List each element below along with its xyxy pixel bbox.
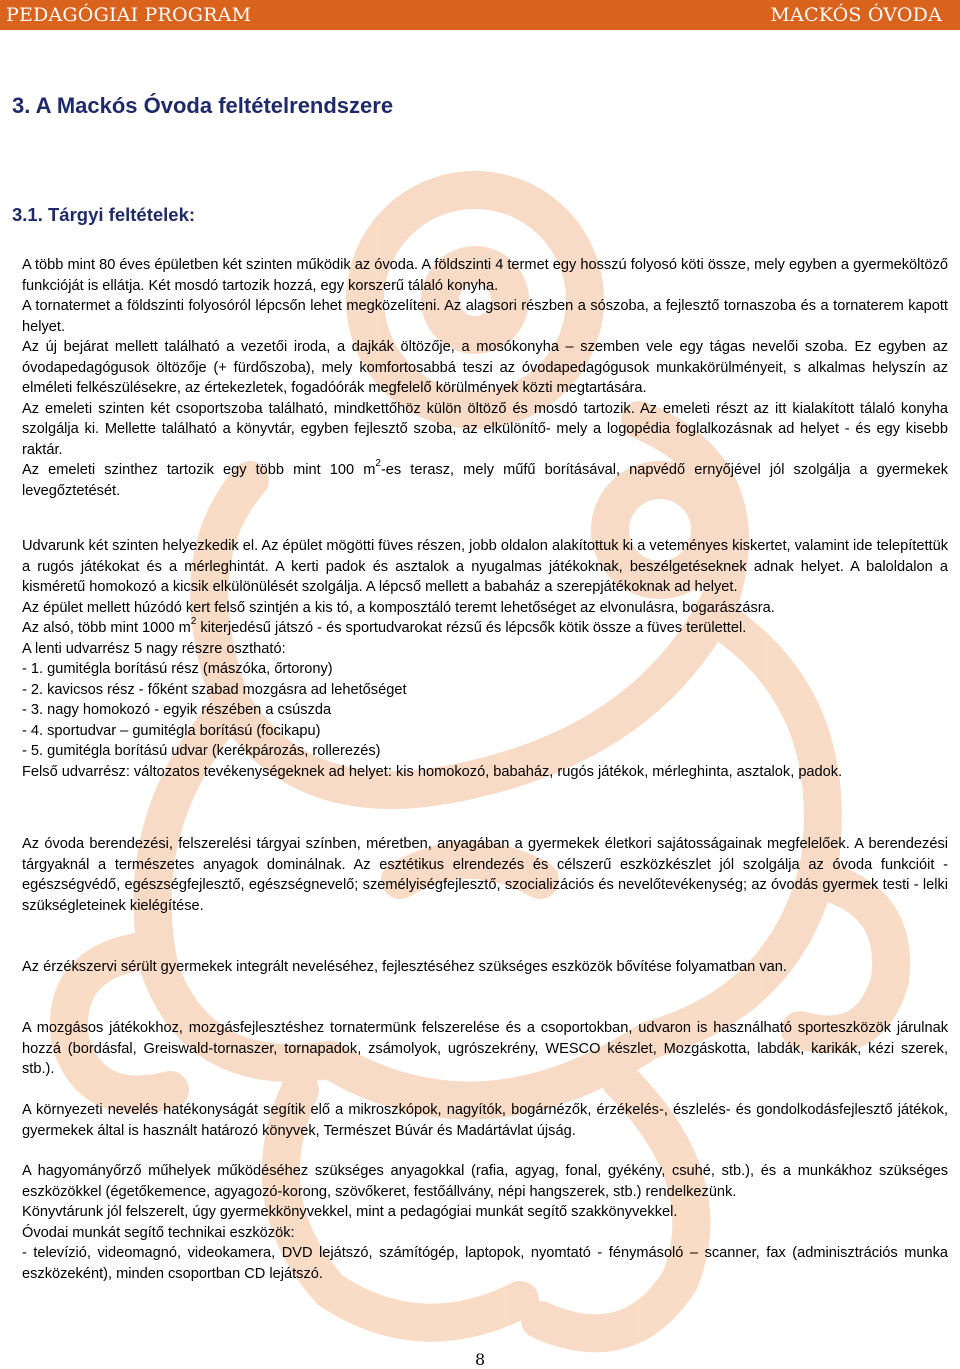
- paragraph-furniture: [22, 834, 948, 916]
- lower-yard-text-after: kiterjedésű játszó - és sportudvarokat rézsű és lépcsők kötik össze a füves területtel.: [196, 620, 747, 636]
- paragraph: A lenti udvarrész 5 nagy részre osztható:: [22, 640, 286, 657]
- header-program-title: PEDAGÓGIAI PROGRAM: [6, 4, 252, 26]
- paragraph: Felső udvarrész: változatos tevékenységeknek ad helyet: kis homokozó, babaház, rugós játékok, mérleghinta, asztalok, padok.: [22, 763, 843, 780]
- paragraph: Az új bejárat mellett található a vezetői iroda, a dajkák öltözője, a mosókonyha – szemben vele egy tágas nevelői szoba. Ez egyben az óvodapedagógusok öltözője (+ fürdőszoba), mely komfortosabbá teszi az óvodapedagógusok munkakörülményeit, s alkalmas helyszín az elméleti felkészülésekre, az értekezletek, fogadóórák megfelelő körülmények közti megtartására.: [22, 339, 948, 396]
- paragraph-building: [22, 255, 948, 501]
- paragraph-lower-yard: [22, 618, 948, 639]
- paragraph-movement: [22, 1018, 948, 1080]
- paragraph-yard: [22, 536, 948, 782]
- paragraph: A tornatermet a földszinti folyosóról lépcsőn lehet megközelíteni. Az alagsori részben a sószoba, a fejlesztő tornaszoba és a tornaterem kapott helyet.: [22, 298, 948, 335]
- lower-yard-text-before: Az alsó, több mint 1000 m: [22, 620, 191, 636]
- list-item: - 5. gumitégla borítású udvar (kerékpározás, rollerezés): [22, 743, 381, 759]
- paragraph: Az épület mellett húzódó kert felső szintjén a kis tó, a komposztáló teremt lehetőséget az elvonulásra, bogarászásra.: [22, 599, 775, 616]
- terrace-text-before: Az emeleti szinthez tartozik egy több mint 100 m: [22, 462, 376, 478]
- paragraph: Az óvoda berendezési, felszerelési tárgyai színben, méretben, anyagában a gyermekek életkori sajátosságainak megfelelőek. A berendezési tárgyaknál a természetes anyagok dominálnak. Az esztétikus elrendezés és célszerű eszközkészlet jól szolgálja az óvoda funkcióit - egészségvédő, egészségfejlesztő, egészségnevelő; személyiségfejlesztő, szocializációs és nevelőtevékenység; az óvodás gyermek testi - lelki szükségleteinek kielégítése.: [22, 836, 948, 914]
- subsection-heading: 3.1. Tárgyi feltételek:: [12, 204, 196, 225]
- paragraph: Óvodai munkát segítő technikai eszközök:: [22, 1224, 295, 1241]
- paragraph: A mozgásos játékokhoz, mozgásfejlesztéshez tornatermünk felszerelése és a csoportokban, udvaron is használható sporteszközök járulnak hozzá (bordásfal, Greiswald-tornaszer, tornapadok, zsámolyok, ugrószekrény, WESCO készlet, Mozgáskotta, labdák, karikák, kézi szerek, stb.).: [22, 1020, 948, 1077]
- page-header: [0, 0, 960, 30]
- list-item: - 1. gumitégla borítású rész (mászóka, őrtorony): [22, 661, 333, 677]
- superscript: 2: [375, 458, 381, 470]
- superscript: 2: [190, 616, 197, 628]
- list-item: - televízió, videomagnó, videokamera, DVD lejátszó, számítógép, laptopok, nyomtató - fénymásoló – scanner, fax (adminisztrációs munka eszközeként), minden csoportban CD lejátszó.: [22, 1245, 948, 1282]
- paragraph: Könyvtárunk jól felszerelt, úgy gyermekkönyvekkel, mint a pedagógiai munkát segítő szakkönyvekkel.: [22, 1204, 678, 1220]
- paragraph-environment: [22, 1100, 948, 1141]
- paragraph-sensory: [22, 957, 948, 978]
- list-item: - 4. sportudvar – gumitégla borítású (focikapu): [22, 722, 321, 739]
- paragraph-terrace: [22, 460, 948, 501]
- list-item: - 3. nagy homokozó - egyik részében a csúszda: [22, 702, 332, 718]
- list-item: - 2. kavicsos rész - főként szabad mozgásra ad lehetőséget: [22, 681, 407, 698]
- paragraph: Udvarunk két szinten helyezkedik el. Az épület mögötti füves részen, jobb oldalon alakítottuk ki a veteményes kiskertet, valamint ide telepítettük a rugós játékokat és a mérleghintát. A kerti padok és asztalok a nyugalmas játékoknak, beszélgetéseknek adnak helyet. A baloldalon a kisméretű homokozó a kicsik elkülönülését szolgálja. A lépcső mellett a babaház a szerepjátékoknak ad helyet.: [22, 538, 948, 595]
- page-number: 8: [475, 1350, 486, 1369]
- paragraph-workshops: [22, 1161, 948, 1284]
- terrace-text-after: -es terasz, mely műfű borításával, napvédő ernyőjével jól szolgálja a gyermekek levegőztetését.: [22, 462, 948, 499]
- paragraph: A hagyományőrző műhelyek működéséhez szükséges anyagokkal (rafia, agyag, fonal, gyékény, csuhé, stb.), és a munkákhoz szükséges eszközökkel (égetőkemence, agyagozó-korong, szövőkeret, festőállvány, népi hangszerek, stb.) rendelkezünk.: [22, 1163, 948, 1200]
- paragraph: A környezeti nevelés hatékonyságát segítik elő a mikroszkópok, nagyítók, bogárnézők, érzékelés-, észlelés- és gondolkodásfejlesztő játékok, gyermekek által is használt határozó könyvek, Természet Búvár és Madártávlat újság.: [22, 1102, 948, 1139]
- paragraph: Az érzékszervi sérült gyermekek integrált neveléséhez, fejlesztéséhez szükséges eszközök bővítése folyamatban van.: [22, 959, 787, 975]
- paragraph: Az emeleti szinten két csoportszoba található, mindkettőhöz külön öltöző és mosdó tartozik. Az emeleti részt az itt kialakított tálaló konyha szolgálja ki. Mellette található a könyvtár, egyben fejlesztő szoba, az elkülönítő- mely a logopédia foglalkozásnak ad helyet - és egy kisebb raktár.: [22, 400, 948, 458]
- header-school-name: MACKÓS ÓVODA: [770, 4, 942, 26]
- section-heading: 3. A Mackós Óvoda feltételrendszere: [12, 93, 394, 118]
- paragraph: A több mint 80 éves épületben két szinten működik az óvoda. A földszinti 4 termet egy hosszú folyosó köti össze, mely egyben a gyermeköltöző funkcióját is ellátja. Két mosdó tartozik hozzá, egy korszerű tálaló konyha.: [22, 257, 948, 294]
